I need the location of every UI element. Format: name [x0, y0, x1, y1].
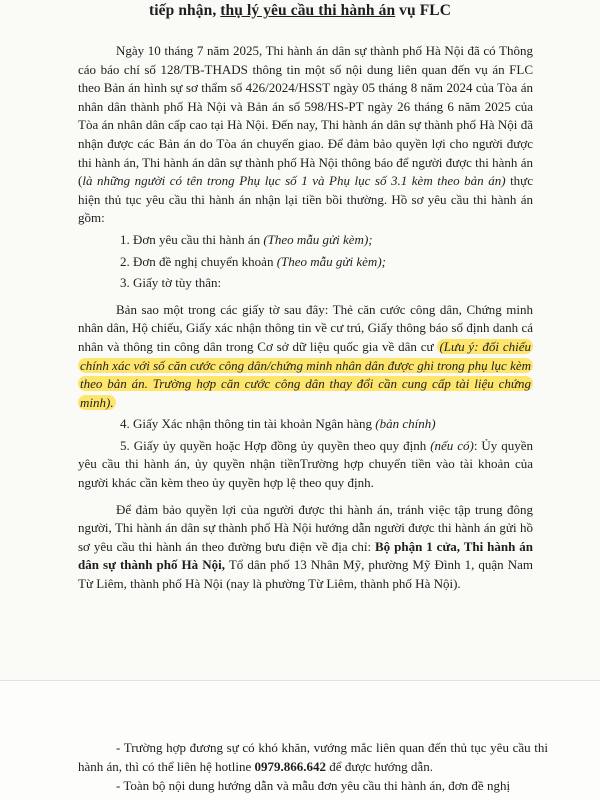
- guide-paragraph: [78, 776, 548, 795]
- item-4-note: (bản chính): [375, 416, 436, 432]
- heading-part-2: thụ lý yêu cầu thi hành án: [220, 2, 396, 19]
- guidance-office-name: Bộ phận 1 cửa, Thi hành án dân sự thành phố Hà Nội,: [78, 538, 533, 573]
- item-5-note: (nếu có): [430, 437, 474, 453]
- item-3-detail-text: Bản sao một trong các giấy tờ sau đây: Thẻ căn cước công dân, Chứng minh nhân dân, Hộ chiếu, Giấy xác nhận thông tin về cư trú, Giấy thông báo số định danh cá nhân và thông tin công dân trong Cơ sở dữ liệu quốc gia về dân cư: [78, 301, 533, 354]
- intro-appendix-note: là những người có tên trong Phụ lục số 1 và Phụ lục số 3.1 kèm theo bản án): [82, 173, 506, 189]
- list-item-3: [78, 274, 533, 293]
- hotline-number: 0979.866.642: [254, 759, 327, 774]
- hotline-paragraph: [78, 738, 548, 776]
- heading-part-3: vụ FLC: [395, 2, 452, 19]
- hotline-text-end: để được hướng dẫn.: [326, 759, 433, 774]
- list-item-5: [78, 437, 533, 493]
- item-2-label: 2. Đơn đề nghị chuyển khoản: [120, 253, 277, 269]
- heading-part-1: tiếp nhận,: [148, 2, 221, 19]
- list-item-2: [78, 253, 533, 272]
- guidance-text-2: Tổ dân phố 13 Nhân Mỹ, phường Mỹ Đình 1, quận Nam Từ Liêm, thành phố Hà Nội (nay là phường Từ Liêm, thành phố Hà Nội).: [78, 557, 533, 592]
- list-item-1: [78, 231, 533, 250]
- intro-paragraph: [78, 42, 533, 228]
- item-3-detail: [78, 301, 533, 413]
- intro-text-2: thực hiện thủ tục yêu cầu thi hành án nhận lại tiền bồi thường. Hồ sơ yêu cầu thi hành án gồm:: [78, 173, 533, 226]
- list-item-4: [78, 415, 533, 434]
- item-2-note: (Theo mẫu gửi kèm);: [276, 253, 386, 269]
- item-1-label: 1. Đơn yêu cầu thi hành án: [120, 231, 264, 247]
- footer-text: [78, 738, 548, 795]
- guide-text: - Toàn bộ nội dung hướng dẫn và mẫu đơn yêu cầu thi hành án, đơn đề nghị: [116, 778, 511, 793]
- item-1-note: (Theo mẫu gửi kèm);: [263, 231, 373, 247]
- hotline-text: - Trường hợp đương sự có khó khăn, vướng mắc liên quan đến thủ tục yêu cầu thi hành án, thì có thể liên hệ hotline: [78, 740, 548, 774]
- item-5-rest: : Ủy quyền yêu cầu thi hành án, ủy quyền nhận tiềnTrường hợp chuyển tiền vào tài khoản của người khác cần kèm theo ủy quyền hợp lệ theo quy định.: [78, 437, 534, 491]
- item-4-label: 4. Giấy Xác nhận thông tin tài khoản Ngân hàng: [120, 416, 376, 432]
- document-heading: [0, 2, 600, 20]
- guidance-paragraph: [78, 501, 533, 594]
- guidance-text-1: Để đảm bảo quyền lợi của người được thi hành án, tránh việc tập trung đông người, Thi hành án dân sự thành phố Hà Nội hướng dẫn người được thi hành án gửi hồ sơ yêu cầu thi hành án theo đường bưu điện về địa chỉ:: [78, 501, 533, 554]
- intro-text-1: Ngày 10 tháng 7 năm 2025, Thi hành án dân sự thành phố Hà Nội đã có Thông cáo báo chí số 128/TB-THADS thông tin một số nội dung liên quan đến vụ án FLC theo Bản án hình sự sơ thẩm số 426/2024/HSST ngày 05 tháng 8 năm 2024 của Tòa án nhân dân thành phố Hà Nội và Bản án số 598/HS-PT ngày 26 tháng 6 năm 2025 của Tòa án nhân dân cấp cao tại Hà Nội. Đến nay, Thi hành án dân sự thành phố Hà Nội đã nhận được các Bản án do Tòa án chuyển giao. Để đảm bảo quyền lợi cho người được thi hành án, Thi hành án dân sự thành phố Hà Nội thông báo để người được thi hành án (: [78, 43, 533, 189]
- highlighted-note: (Lưu ý: đối chiếu chính xác với số căn cước công dân/chứng minh nhân dân được ghi trong phụ lục kèm theo bản án. Trường hợp căn cước công dân thay đổi cần cung cấp tài liệu chứng minh).: [80, 338, 531, 410]
- item-3-label: 3. Giấy tờ tùy thân:: [120, 275, 222, 291]
- body-text: [78, 42, 533, 594]
- item-5-label: 5. Giấy ủy quyền hoặc Hợp đồng ủy quyền theo quy định: [120, 437, 431, 453]
